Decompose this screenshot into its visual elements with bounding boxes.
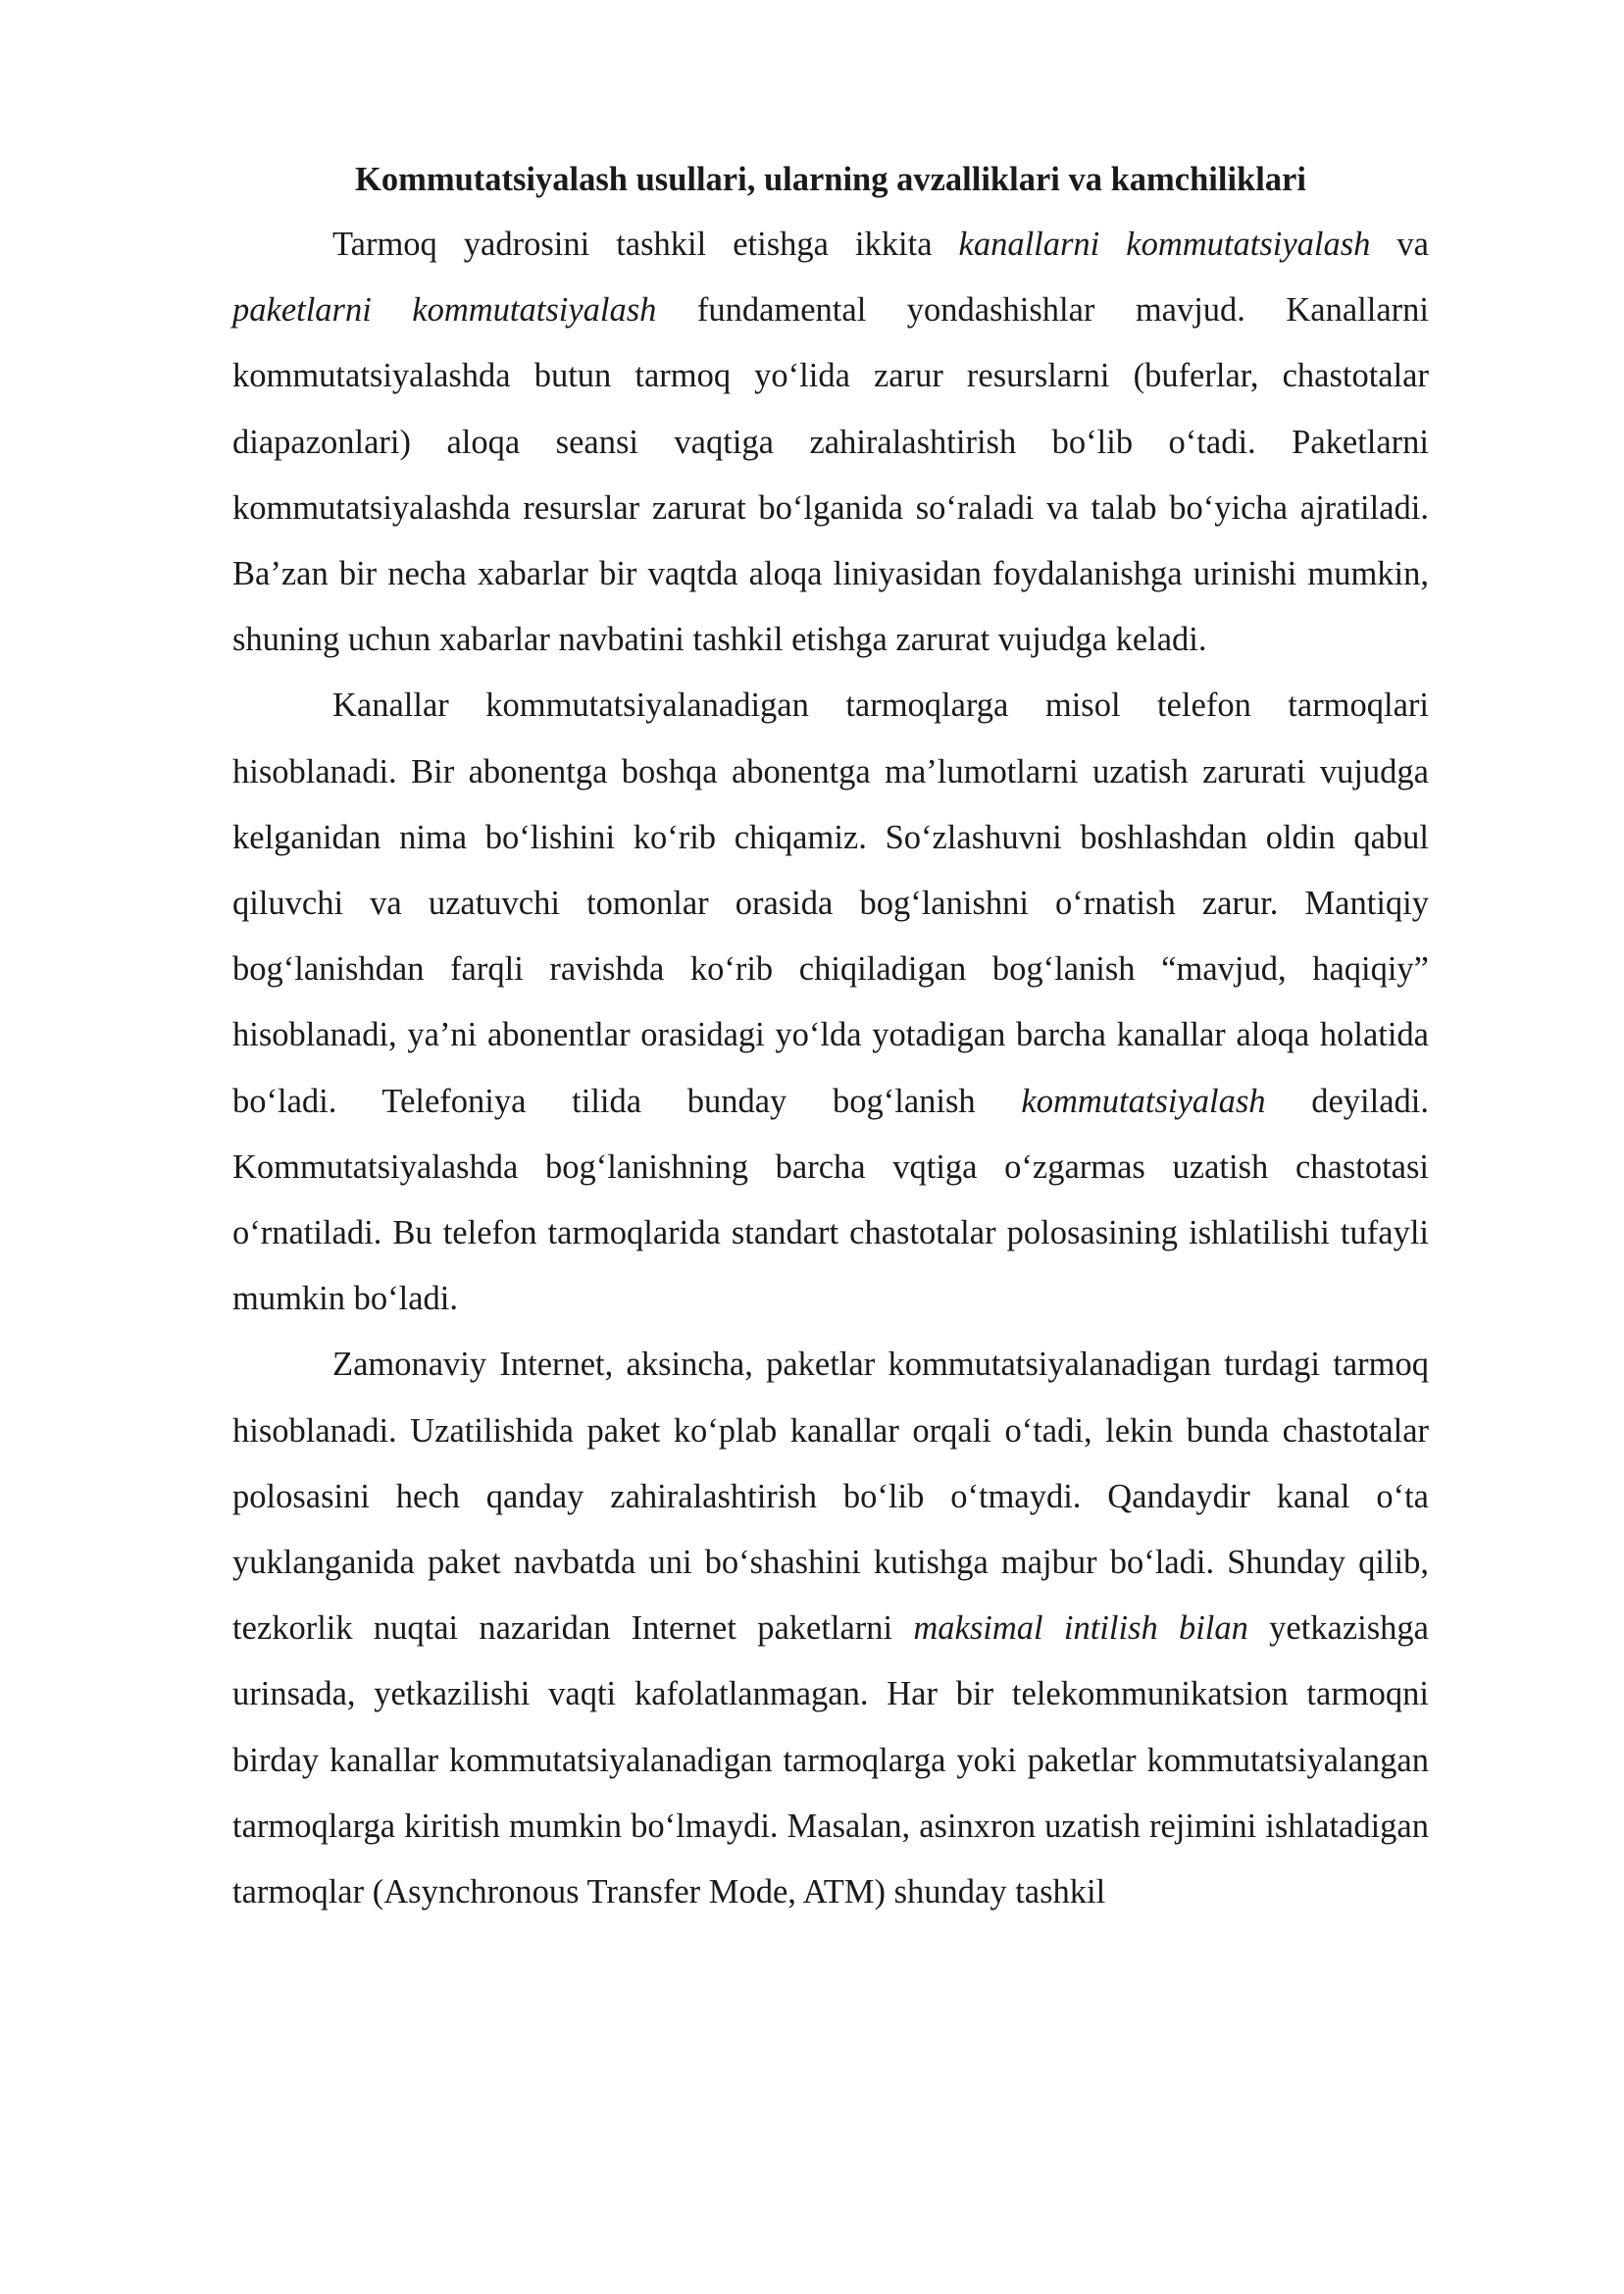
italic-term: paketlarni kommutatsiyalash [232,291,657,330]
document-page [232,147,1429,1925]
paragraph-text: deyiladi. Kommutatsiyalashda bog‘lanishning barcha vqtiga o‘zgarmas uzatish chastotasi o‘rnatiladi. Bu telefon tarmoqlarida standart chastotalar polosasining ishlatilishi tufayli mumkin bo‘ladi. [232,1082,1429,1318]
paragraph-1 [232,212,1429,673]
document-title: Kommutatsiyalash usullari, ularning avzalliklari va kamchiliklari [355,161,1306,198]
paragraph-text: yetkazishga urinsada, yetkazilishi vaqti kafolatlanmagan. Har bir telekommunikatsion tarmoqni birday kanallar kommutatsiyalanadigan tarmoqlarga yoki paketlar kommutatsiyalangan tarmoqlarga kiritish mumkin bo‘lmaydi. Masalan, asinxron uzatish rejimini ishlatadigan tarmoqlar (Asynchronous Transfer Mode, ATM) shunday tashkil [232,1609,1429,1912]
paragraph-2 [232,673,1429,1332]
paragraph-text: Zamonaviy Internet, aksincha, paketlar kommutatsiyalanadigan turdagi tarmoq hisoblanadi. Uzatilishida paket ko‘plab kanallar orqali o‘tadi, lekin bunda chastotalar polosasini hech qanday zahiralashtirish bo‘lib o‘tmaydi. Qandaydir kanal o‘ta yuklanganida paket navbatda uni bo‘shashini kutishga majbur bo‘ladi. Shunday qilib, tezkorlik nuqtai nazaridan Internet paketlarni [232,1346,1429,1648]
italic-term: kanallarni kommutatsiyalash [958,226,1371,263]
italic-term: maksimal intilish bilan [913,1609,1248,1648]
paragraph-text: va [1370,226,1429,263]
paragraph-text: Tarmoq yadrosini tashkil etishga ikkita [332,226,959,263]
paragraph-3 [232,1332,1429,1925]
paragraph-text: Kanallar kommutatsiyalanadigan tarmoqlarga misol telefon tarmoqlari hisoblanadi. Bir abonentga boshqa abonentga ma’lumotlarni uzatish zarurati vujudga kelganidan nima bo‘lishini ko‘rib chiqamiz. So‘zlashuvni boshlashdan oldin qabul qiluvchi va uzatuvchi tomonlar orasida bog‘lanishni o‘rnatish zarur. Mantiqiy bog‘lanishdan farqli ravishda ko‘rib chiqiladigan bog‘lanish “mavjud, haqiqiy” hisoblanadi, ya’ni abonentlar orasidagi yo‘lda yotadigan barcha kanallar aloqa holatida bo‘ladi. Telefoniya tilida bunday bog‘lanish [232,687,1429,1120]
italic-term: kommutatsiyalash [1021,1082,1266,1120]
paragraph-text: fundamental yondashishlar mavjud. Kanallarni kommutatsiyalashda butun tarmoq yo‘lida zarur resurslarni (buferlar, chastotalar diapazonlari) aloqa seansi vaqtiga zahiralashtirish bo‘lib o‘tadi. Paketlarni kommutatsiyalashda resurslar zarurat bo‘lganida so‘raladi va talab bo‘yicha ajratiladi. Ba’zan bir necha xabarlar bir vaqtda aloqa liniyasidan foydalanishga urinishi mumkin, shuning uchun xabarlar navbatini tashkil etishga zarurat vujudga keladi. [232,291,1429,659]
